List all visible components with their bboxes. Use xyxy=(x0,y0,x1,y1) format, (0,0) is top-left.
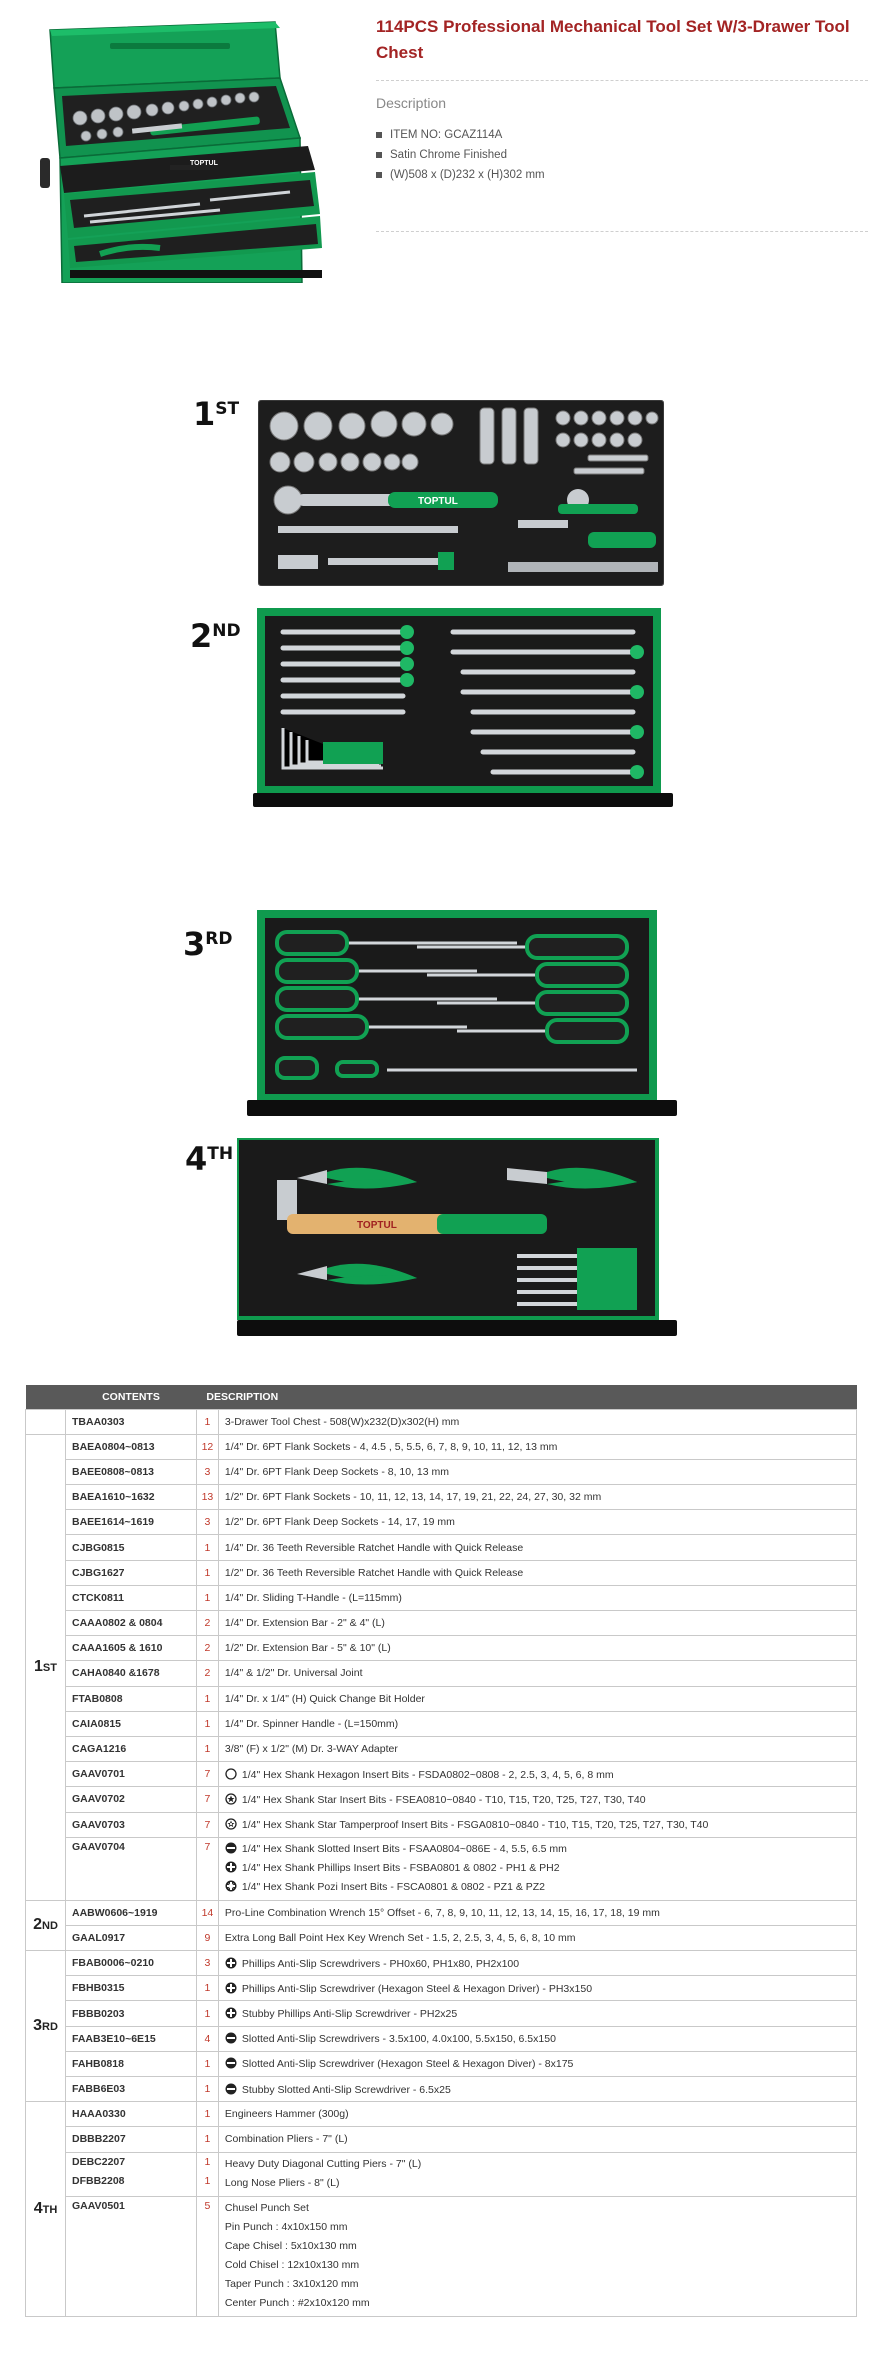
table-row xyxy=(26,1925,857,1950)
item-description: Slotted Anti-Slip Screwdriver (Hexagon Steel & Hexagon Diver) - 8x175 xyxy=(218,2051,856,2076)
slotted-icon xyxy=(225,1842,237,1854)
table-row xyxy=(26,2102,857,2127)
list-item: Satin Chrome Finished xyxy=(376,145,545,165)
item-description: 3-Drawer Tool Chest - 508(W)x232(D)x302(H) mm xyxy=(218,1409,856,1434)
item-description: 1/4" Hex Shank Hexagon Insert Bits - FSDA0802~0808 - 2, 2.5, 3, 4, 5, 6, 8 mm xyxy=(218,1762,856,1787)
drawer-2-image xyxy=(253,608,673,813)
item-code: CAAA1605 & 1610 xyxy=(65,1636,196,1661)
phillips-icon xyxy=(225,1957,237,1969)
table-row xyxy=(26,1636,857,1661)
item-code: FAAB3E10~6E15 xyxy=(65,2026,196,2051)
item-quantity: 7 xyxy=(196,1812,218,1837)
contents-table xyxy=(25,1385,857,2317)
item-code: GAAV0703 xyxy=(65,1812,196,1837)
item-code: AABW0606~1919 xyxy=(65,1900,196,1925)
item-quantity: 4 xyxy=(196,2026,218,2051)
section-label: 2ND xyxy=(26,1900,66,1950)
item-description: Phillips Anti-Slip Screwdriver (Hexagon Steel & Hexagon Driver) - PH3x150 xyxy=(218,1976,856,2001)
item-code: GAAL0917 xyxy=(65,1925,196,1950)
item-description: 1/4" Hex Shank Star Insert Bits - FSEA0810~0840 - T10, T15, T20, T25, T27, T30, T40 xyxy=(218,1787,856,1812)
item-code: TBAA0303 xyxy=(65,1409,196,1434)
description-list xyxy=(376,125,545,185)
item-description: Slotted Anti-Slip Screwdrivers - 3.5x100, 4.0x100, 5.5x150, 6.5x150 xyxy=(218,2026,856,2051)
item-code: CTCK0811 xyxy=(65,1585,196,1610)
table-row xyxy=(26,1409,857,1434)
phillips-icon xyxy=(225,1861,237,1873)
table-row xyxy=(26,1762,857,1787)
item-description: 1/4" Dr. 6PT Flank Deep Sockets - 8, 10, 13 mm xyxy=(218,1459,856,1484)
item-description: 3/8" (F) x 1/2" (M) Dr. 3-WAY Adapter xyxy=(218,1736,856,1761)
table-row xyxy=(26,1787,857,1812)
item-quantity: 3 xyxy=(196,1510,218,1535)
table-row xyxy=(26,2051,857,2076)
svg-text:TOPTUL: TOPTUL xyxy=(418,496,458,507)
item-code: GAAV0701 xyxy=(65,1762,196,1787)
item-quantity: 2 xyxy=(196,1611,218,1636)
table-body xyxy=(26,1409,857,2316)
item-description: Phillips Anti-Slip Screwdrivers - PH0x60, PH1x80, PH2x100 xyxy=(218,1951,856,1976)
table-row xyxy=(26,2152,857,2196)
phillips-icon xyxy=(225,1982,237,1994)
description-heading: Description xyxy=(376,95,447,111)
item-code: FTAB0808 xyxy=(65,1686,196,1711)
item-description: Pro-Line Combination Wrench 15° Offset - 6, 7, 8, 9, 10, 11, 12, 13, 14, 15, 16, 17, 18, 19 mm xyxy=(218,1900,856,1925)
slotted-icon xyxy=(225,2083,237,2095)
item-code: CAGA1216 xyxy=(65,1736,196,1761)
item-description: 1/2" Dr. 36 Teeth Reversible Ratchet Handle with Quick Release xyxy=(218,1560,856,1585)
item-quantity: 1 xyxy=(196,2077,218,2102)
item-code: DBBB2207 xyxy=(65,2127,196,2152)
pozi-icon xyxy=(225,1880,237,1892)
table-row xyxy=(26,2196,857,2316)
section-label: 3RD xyxy=(26,1951,66,2102)
item-code: GAAV0704 xyxy=(65,1837,196,1900)
section-label: 1ST xyxy=(26,1434,66,1900)
phillips-icon xyxy=(225,2007,237,2019)
item-quantity: 1 xyxy=(196,1535,218,1560)
slotted-icon xyxy=(225,2057,237,2069)
item-description: Combination Pliers - 7" (L) xyxy=(218,2127,856,2152)
table-row xyxy=(26,1900,857,1925)
item-quantity: 1 xyxy=(196,2001,218,2026)
drawer-label-4th: 4TH xyxy=(185,1140,234,1178)
item-code: BAEE0808~0813 xyxy=(65,1459,196,1484)
table-row xyxy=(26,1711,857,1736)
table-row xyxy=(26,1535,857,1560)
list-item: ITEM NO: GCAZ114A xyxy=(376,125,545,145)
product-title: 114PCS Professional Mechanical Tool Set W/3-Drawer Tool Chest xyxy=(376,17,850,62)
table-row xyxy=(26,1485,857,1510)
table-row xyxy=(26,1951,857,1976)
item-description: 1/2" Dr. Extension Bar - 5" & 10" (L) xyxy=(218,1636,856,1661)
description-panel xyxy=(376,80,868,232)
bullet-icon xyxy=(376,172,382,178)
drawer-4-image xyxy=(237,1138,677,1340)
table-row xyxy=(26,1812,857,1837)
item-quantity: 1 xyxy=(196,1736,218,1761)
item-description: 1/2" Dr. 6PT Flank Sockets - 10, 11, 12, 13, 14, 17, 19, 21, 22, 24, 27, 30, 32 mm xyxy=(218,1485,856,1510)
item-code: BAEA1610~1632 xyxy=(65,1485,196,1510)
item-code: GAAV0702 xyxy=(65,1787,196,1812)
item-description: Stubby Phillips Anti-Slip Screwdriver - PH2x25 xyxy=(218,2001,856,2026)
table-row xyxy=(26,1837,857,1900)
item-code: CAIA0815 xyxy=(65,1711,196,1736)
section-label xyxy=(26,1409,66,1434)
item-code: FBBB0203 xyxy=(65,2001,196,2026)
item-description: 1/4" Dr. 6PT Flank Sockets - 4, 4.5 , 5, 5.5, 6, 7, 8, 9, 10, 11, 12, 13 mm xyxy=(218,1434,856,1459)
item-code: GAAV0501 xyxy=(65,2196,196,2316)
drawer-3-image xyxy=(237,910,677,1120)
table-row xyxy=(26,1585,857,1610)
drawer-label-3rd: 3RD xyxy=(183,925,233,963)
table-header-row xyxy=(26,1385,857,1409)
item-description: Heavy Duty Diagonal Cutting Piers - 7" (L) Long Nose Pliers - 8" (L) xyxy=(218,2152,856,2196)
table-row xyxy=(26,1736,857,1761)
item-code: FBHB0315 xyxy=(65,1976,196,2001)
table-row xyxy=(26,1510,857,1535)
table-row xyxy=(26,1686,857,1711)
item-description: Stubby Slotted Anti-Slip Screwdriver - 6.5x25 xyxy=(218,2077,856,2102)
table-row xyxy=(26,2026,857,2051)
item-quantity: 1 xyxy=(196,1409,218,1434)
item-quantity: 2 xyxy=(196,1661,218,1686)
item-quantity: 2 xyxy=(196,1636,218,1661)
table-row xyxy=(26,1611,857,1636)
hex-icon xyxy=(225,1768,237,1780)
item-quantity: 1 xyxy=(196,1585,218,1610)
column-header-contents: CONTENTS xyxy=(65,1385,196,1409)
item-quantity: 1 xyxy=(196,1686,218,1711)
item-quantity: 1 xyxy=(196,2102,218,2127)
item-quantity: 1 xyxy=(196,2127,218,2152)
item-code: HAAA0330 xyxy=(65,2102,196,2127)
item-quantity: 1 xyxy=(196,1560,218,1585)
item-description: 1/4" Hex Shank Star Tamperproof Insert Bits - FSGA0810~0840 - T10, T15, T20, T25, T27, T30, T40 xyxy=(218,1812,856,1837)
item-description: 1/4" Dr. 36 Teeth Reversible Ratchet Handle with Quick Release xyxy=(218,1535,856,1560)
item-quantity: 9 xyxy=(196,1925,218,1950)
item-code: FAHB0818 xyxy=(65,2051,196,2076)
item-code: CAHA0840 &1678 xyxy=(65,1661,196,1686)
brand-logo-text: TOPTUL xyxy=(190,160,218,167)
item-quantity: 13 xyxy=(196,1485,218,1510)
slotted-icon xyxy=(225,2032,237,2044)
table-row xyxy=(26,1459,857,1484)
item-code: BAEE1614~1619 xyxy=(65,1510,196,1535)
list-item: (W)508 x (D)232 x (H)302 mm xyxy=(376,165,545,185)
item-quantity: 14 xyxy=(196,1900,218,1925)
item-quantity: 3 xyxy=(196,1951,218,1976)
star-icon xyxy=(225,1793,237,1805)
table-row xyxy=(26,1976,857,2001)
svg-text:TOPTUL: TOPTUL xyxy=(357,1220,397,1231)
drawer-label-2nd: 2ND xyxy=(190,617,241,655)
bullet-icon xyxy=(376,152,382,158)
item-code: DEBC2207 DFBB2208 xyxy=(65,2152,196,2196)
item-description: 1/4" Dr. x 1/4" (H) Quick Change Bit Holder xyxy=(218,1686,856,1711)
star-tamper-icon xyxy=(225,1818,237,1830)
item-quantity: 7 xyxy=(196,1762,218,1787)
item-quantity: 1 xyxy=(196,1976,218,2001)
table-row xyxy=(26,2077,857,2102)
item-quantity: 12 xyxy=(196,1434,218,1459)
item-description: 1/4" Dr. Extension Bar - 2" & 4" (L) xyxy=(218,1611,856,1636)
item-description: Engineers Hammer (300g) xyxy=(218,2102,856,2127)
item-quantity: 7 xyxy=(196,1837,218,1900)
item-code: CJBG0815 xyxy=(65,1535,196,1560)
item-description: Extra Long Ball Point Hex Key Wrench Set - 1.5, 2, 2.5, 3, 4, 5, 6, 8, 10 mm xyxy=(218,1925,856,1950)
item-quantity: 5 xyxy=(196,2196,218,2316)
item-quantity: 7 xyxy=(196,1787,218,1812)
table-row xyxy=(26,1434,857,1459)
item-quantity: 1 xyxy=(196,2051,218,2076)
column-header-description: DESCRIPTION xyxy=(196,1385,856,1409)
table-row xyxy=(26,2127,857,2152)
table-row xyxy=(26,1661,857,1686)
item-description: 1/4" & 1/2" Dr. Universal Joint xyxy=(218,1661,856,1686)
item-code: FABB6E03 xyxy=(65,2077,196,2102)
item-quantity: 3 xyxy=(196,1459,218,1484)
item-description: 1/2" Dr. 6PT Flank Deep Sockets - 14, 17, 19 mm xyxy=(218,1510,856,1535)
item-description: 1/4" Dr. Spinner Handle - (L=150mm) xyxy=(218,1711,856,1736)
item-code: CJBG1627 xyxy=(65,1560,196,1585)
section-label: 4TH xyxy=(26,2102,66,2316)
item-quantity: 1 1 xyxy=(196,2152,218,2196)
item-quantity: 1 xyxy=(196,1711,218,1736)
drawer-1-image xyxy=(258,400,664,586)
item-code: FBAB0006~0210 xyxy=(65,1951,196,1976)
table-row xyxy=(26,1560,857,1585)
tool-chest-image xyxy=(40,18,340,283)
drawer-label-1st: 1ST xyxy=(193,395,240,433)
item-description: 1/4" Dr. Sliding T-Handle - (L=115mm) xyxy=(218,1585,856,1610)
item-description: 1/4" Hex Shank Slotted Insert Bits - FSAA0804~086E - 4, 5.5, 6.5 mm 1/4" Hex Shank Phillips Insert Bits - FSBA0801 & 0802 - PH1 & PH2 1/4" Hex Shank Pozi Insert Bits - FSCA0801 & 0802 - PZ1 & PZ2 xyxy=(218,1837,856,1900)
bullet-icon xyxy=(376,132,382,138)
table-row xyxy=(26,2001,857,2026)
item-description: Chusel Punch Set Pin Punch : 4x10x150 mm Cape Chisel : 5x10x130 mm Cold Chisel : 12x10x130 mm Taper Punch : 3x10x120 mm Center Punch : #2x10x120 mm xyxy=(218,2196,856,2316)
item-code: BAEA0804~0813 xyxy=(65,1434,196,1459)
item-code: CAAA0802 & 0804 xyxy=(65,1611,196,1636)
